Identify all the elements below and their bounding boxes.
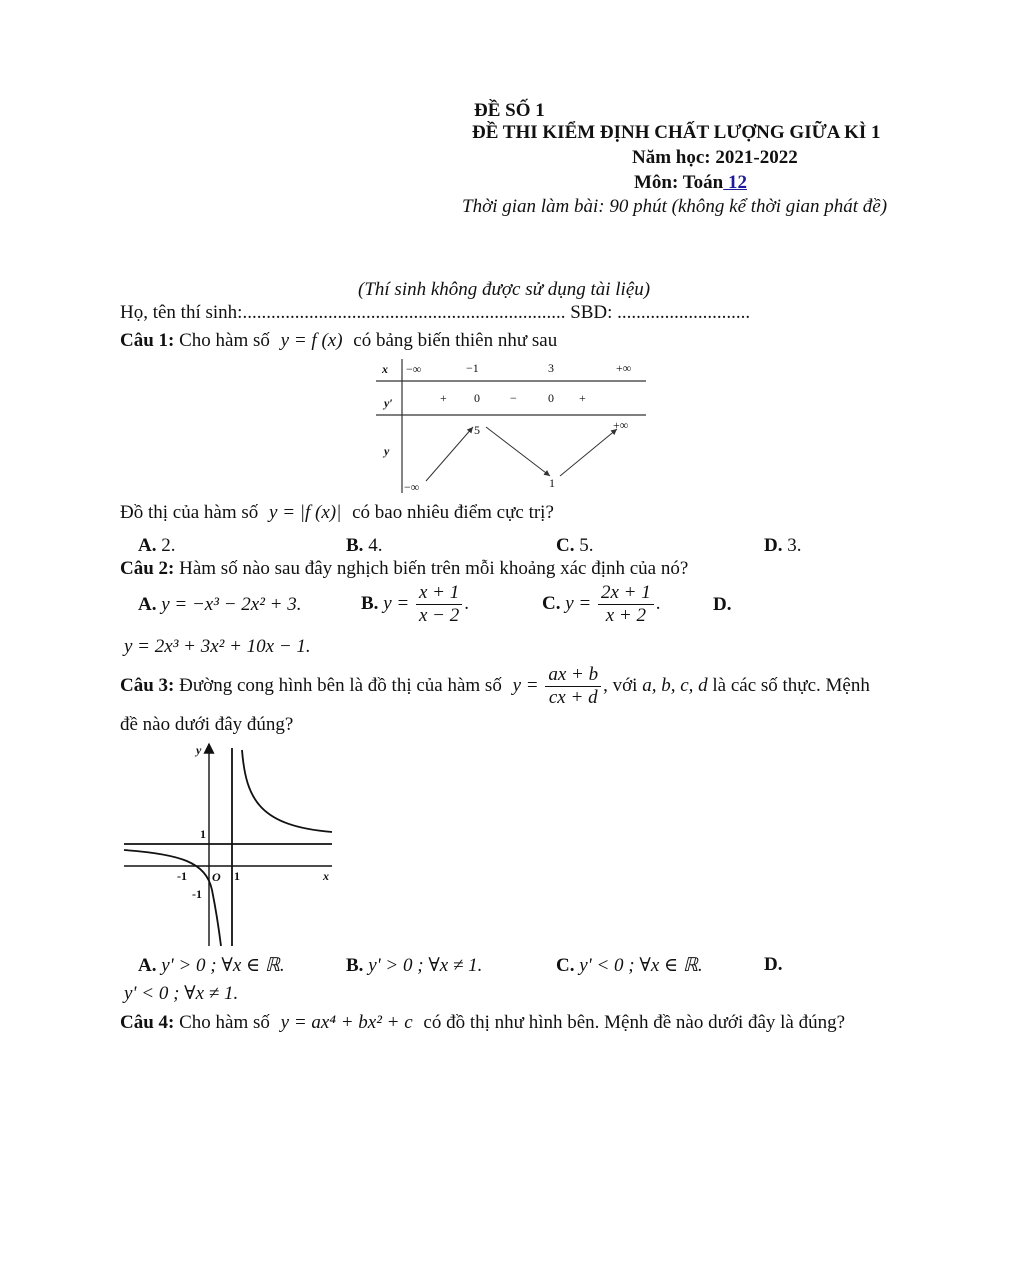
- q2-label: Câu 2:: [120, 558, 175, 579]
- question-1: [120, 330, 557, 352]
- q1-option-b[interactable]: [346, 535, 382, 557]
- q1-option-d[interactable]: [764, 535, 801, 557]
- q2-option-c-numerator: 2x + 1: [598, 582, 654, 605]
- q3-option-a-label: A.: [138, 955, 157, 976]
- q1-label: Câu 1:: [120, 330, 175, 351]
- q4-function: y = ax⁴ + bx² + c: [280, 1012, 413, 1033]
- table-arrow-up-2: [560, 429, 617, 476]
- q1-follow-text-a: Đồ thị của hàm số: [120, 502, 259, 523]
- subject: [634, 172, 747, 194]
- q1-follow-text-b: có bao nhiêu điểm cực trị?: [352, 502, 554, 523]
- q4-text-a: Cho hàm số: [179, 1012, 270, 1033]
- q1-option-c-value: 5.: [579, 535, 594, 556]
- q1-option-b-value: 4.: [368, 535, 383, 556]
- table-yprime-label: y′: [384, 396, 393, 410]
- question-4: [120, 1012, 845, 1034]
- exam-time: Thời gian làm bài: 90 phút (không kể thời gian phát đề): [462, 196, 888, 217]
- q2-option-b-numerator: x + 1: [416, 582, 462, 605]
- table-sign-plus-2: +: [579, 391, 586, 405]
- subject-prefix: Môn: Toán: [634, 172, 724, 193]
- q3-lhs: y =: [512, 674, 539, 696]
- q2-option-c-denominator: x + 2: [605, 605, 647, 626]
- graph-curve-left-branch: [124, 850, 221, 946]
- q2-text: Hàm số nào sau đây nghịch biến trên mỗi khoảng xác định của nó?: [179, 558, 689, 579]
- q3-numerator: ax + b: [545, 664, 601, 687]
- q2-option-b-label: B.: [361, 592, 379, 614]
- graph-origin-label: O: [212, 870, 221, 884]
- q2-option-c-lhs: y =: [565, 592, 592, 614]
- table-sign-zero-1: 0: [474, 391, 480, 405]
- graph-tick-y-1: 1: [200, 827, 206, 841]
- graph-tick-x-1: 1: [234, 869, 240, 883]
- q1-text-a: Cho hàm số: [179, 330, 270, 351]
- table-x-3: 3: [548, 361, 554, 375]
- table-y-pos-inf: +∞: [613, 418, 629, 432]
- subject-grade-link[interactable]: 12: [723, 172, 747, 193]
- q1-option-c-label: C.: [556, 535, 575, 556]
- q3-text-a: Đường cong hình bên là đồ thị của hàm số: [179, 674, 502, 696]
- q2-option-b-denominator: x − 2: [418, 605, 460, 626]
- q3-label: Câu 3:: [120, 674, 175, 696]
- q3-option-c-label: C.: [556, 955, 575, 976]
- q1-text-b: có bảng biến thiên như sau: [353, 330, 558, 351]
- q2-option-b-lhs: y =: [383, 592, 410, 614]
- q2-option-a[interactable]: [138, 594, 301, 616]
- q1-option-a-value: 2.: [161, 535, 176, 556]
- table-arrow-down: [486, 427, 550, 476]
- table-y-1: 1: [549, 476, 555, 490]
- variation-table-lines: [376, 359, 646, 493]
- exam-note: (Thí sinh không được sử dụng tài liệu): [358, 279, 651, 300]
- q1-option-d-label: D.: [764, 535, 783, 556]
- graph-curve-right-branch: [242, 750, 332, 832]
- variation-table: [370, 355, 660, 500]
- q3-text-c: là các số thực. Mệnh: [712, 674, 870, 696]
- q3-text-d: đề nào dưới đây đúng?: [120, 714, 294, 735]
- table-arrow-up-1: [426, 427, 473, 481]
- q3-option-b-value: y' > 0 ; ∀x ≠ 1.: [368, 955, 483, 976]
- table-y-5: 5: [474, 423, 480, 437]
- graph-x-label: x: [323, 869, 329, 883]
- q3-option-c[interactable]: [556, 954, 703, 977]
- q3-graph: [120, 740, 340, 950]
- graph-tick-y-minus1: -1: [192, 887, 202, 901]
- table-x-neg-inf: −∞: [406, 362, 422, 376]
- table-x-pos-inf: +∞: [616, 361, 632, 375]
- q2-option-d-value: y = 2x³ + 3x² + 10x − 1.: [124, 636, 311, 657]
- table-sign-zero-2: 0: [548, 391, 554, 405]
- table-x-label: x: [382, 362, 388, 376]
- q1-function: y = f (x): [280, 330, 343, 351]
- q2-option-a-value: y = −x³ − 2x² + 3.: [161, 594, 302, 615]
- q1-option-b-label: B.: [346, 535, 364, 556]
- q3-option-a[interactable]: [138, 954, 285, 977]
- exam-number: ĐỀ SỐ 1: [474, 100, 545, 121]
- q3-option-d-value: y' < 0 ; ∀x ≠ 1.: [124, 983, 239, 1004]
- table-y-label: y: [384, 444, 390, 458]
- exam-title: ĐỀ THI KIỂM ĐỊNH CHẤT LƯỢNG GIỮA KÌ 1: [472, 122, 881, 143]
- question-3: [120, 664, 870, 709]
- table-sign-plus-1: +: [440, 391, 447, 405]
- q1-option-a-label: A.: [138, 535, 157, 556]
- q2-option-c[interactable]: C. y = $\frac{2x + 1}{x + 2}$ .: [542, 582, 661, 626]
- table-x-minus1: −1: [466, 361, 479, 375]
- question-2: [120, 558, 688, 580]
- q3-option-b-label: B.: [346, 955, 364, 976]
- q1-follow-function: y = |f (x)|: [269, 502, 342, 523]
- table-sign-minus: −: [510, 391, 517, 405]
- q3-option-b[interactable]: [346, 954, 482, 977]
- q3-option-a-value: y' > 0 ; ∀x ∈ ℝ.: [161, 955, 285, 976]
- table-y-neg-inf: −∞: [404, 480, 420, 494]
- q1-option-d-value: 3.: [787, 535, 802, 556]
- graph-y-label: y: [196, 743, 202, 757]
- graph-tick-x-minus1: -1: [177, 869, 187, 883]
- q3-text-b: , với: [603, 674, 638, 696]
- q2-option-d-label[interactable]: D.: [713, 594, 732, 615]
- q3-option-d-label[interactable]: D.: [764, 954, 783, 975]
- q4-text-b: có đồ thị như hình bên. Mệnh đề nào dưới đây là đúng?: [423, 1012, 846, 1033]
- q1-follow-up: [120, 502, 554, 524]
- q4-label: Câu 4:: [120, 1012, 175, 1033]
- student-info-line: Họ, tên thí sinh:.................................................................... SBD: ............................: [120, 302, 751, 323]
- q1-option-c[interactable]: [556, 535, 593, 557]
- q3-denominator: cx + d: [548, 687, 598, 708]
- q2-option-b[interactable]: B. y = $\frac{x + 1}{x - 2}$ .: [361, 582, 469, 626]
- q2-option-c-label: C.: [542, 592, 561, 614]
- q1-option-a[interactable]: [138, 535, 175, 557]
- school-year: Năm học: 2021-2022: [632, 147, 798, 168]
- q2-option-a-label: A.: [138, 594, 157, 615]
- q3-option-c-value: y' < 0 ; ∀x ∈ ℝ.: [579, 955, 703, 976]
- q3-vars: a, b, c, d: [642, 674, 708, 696]
